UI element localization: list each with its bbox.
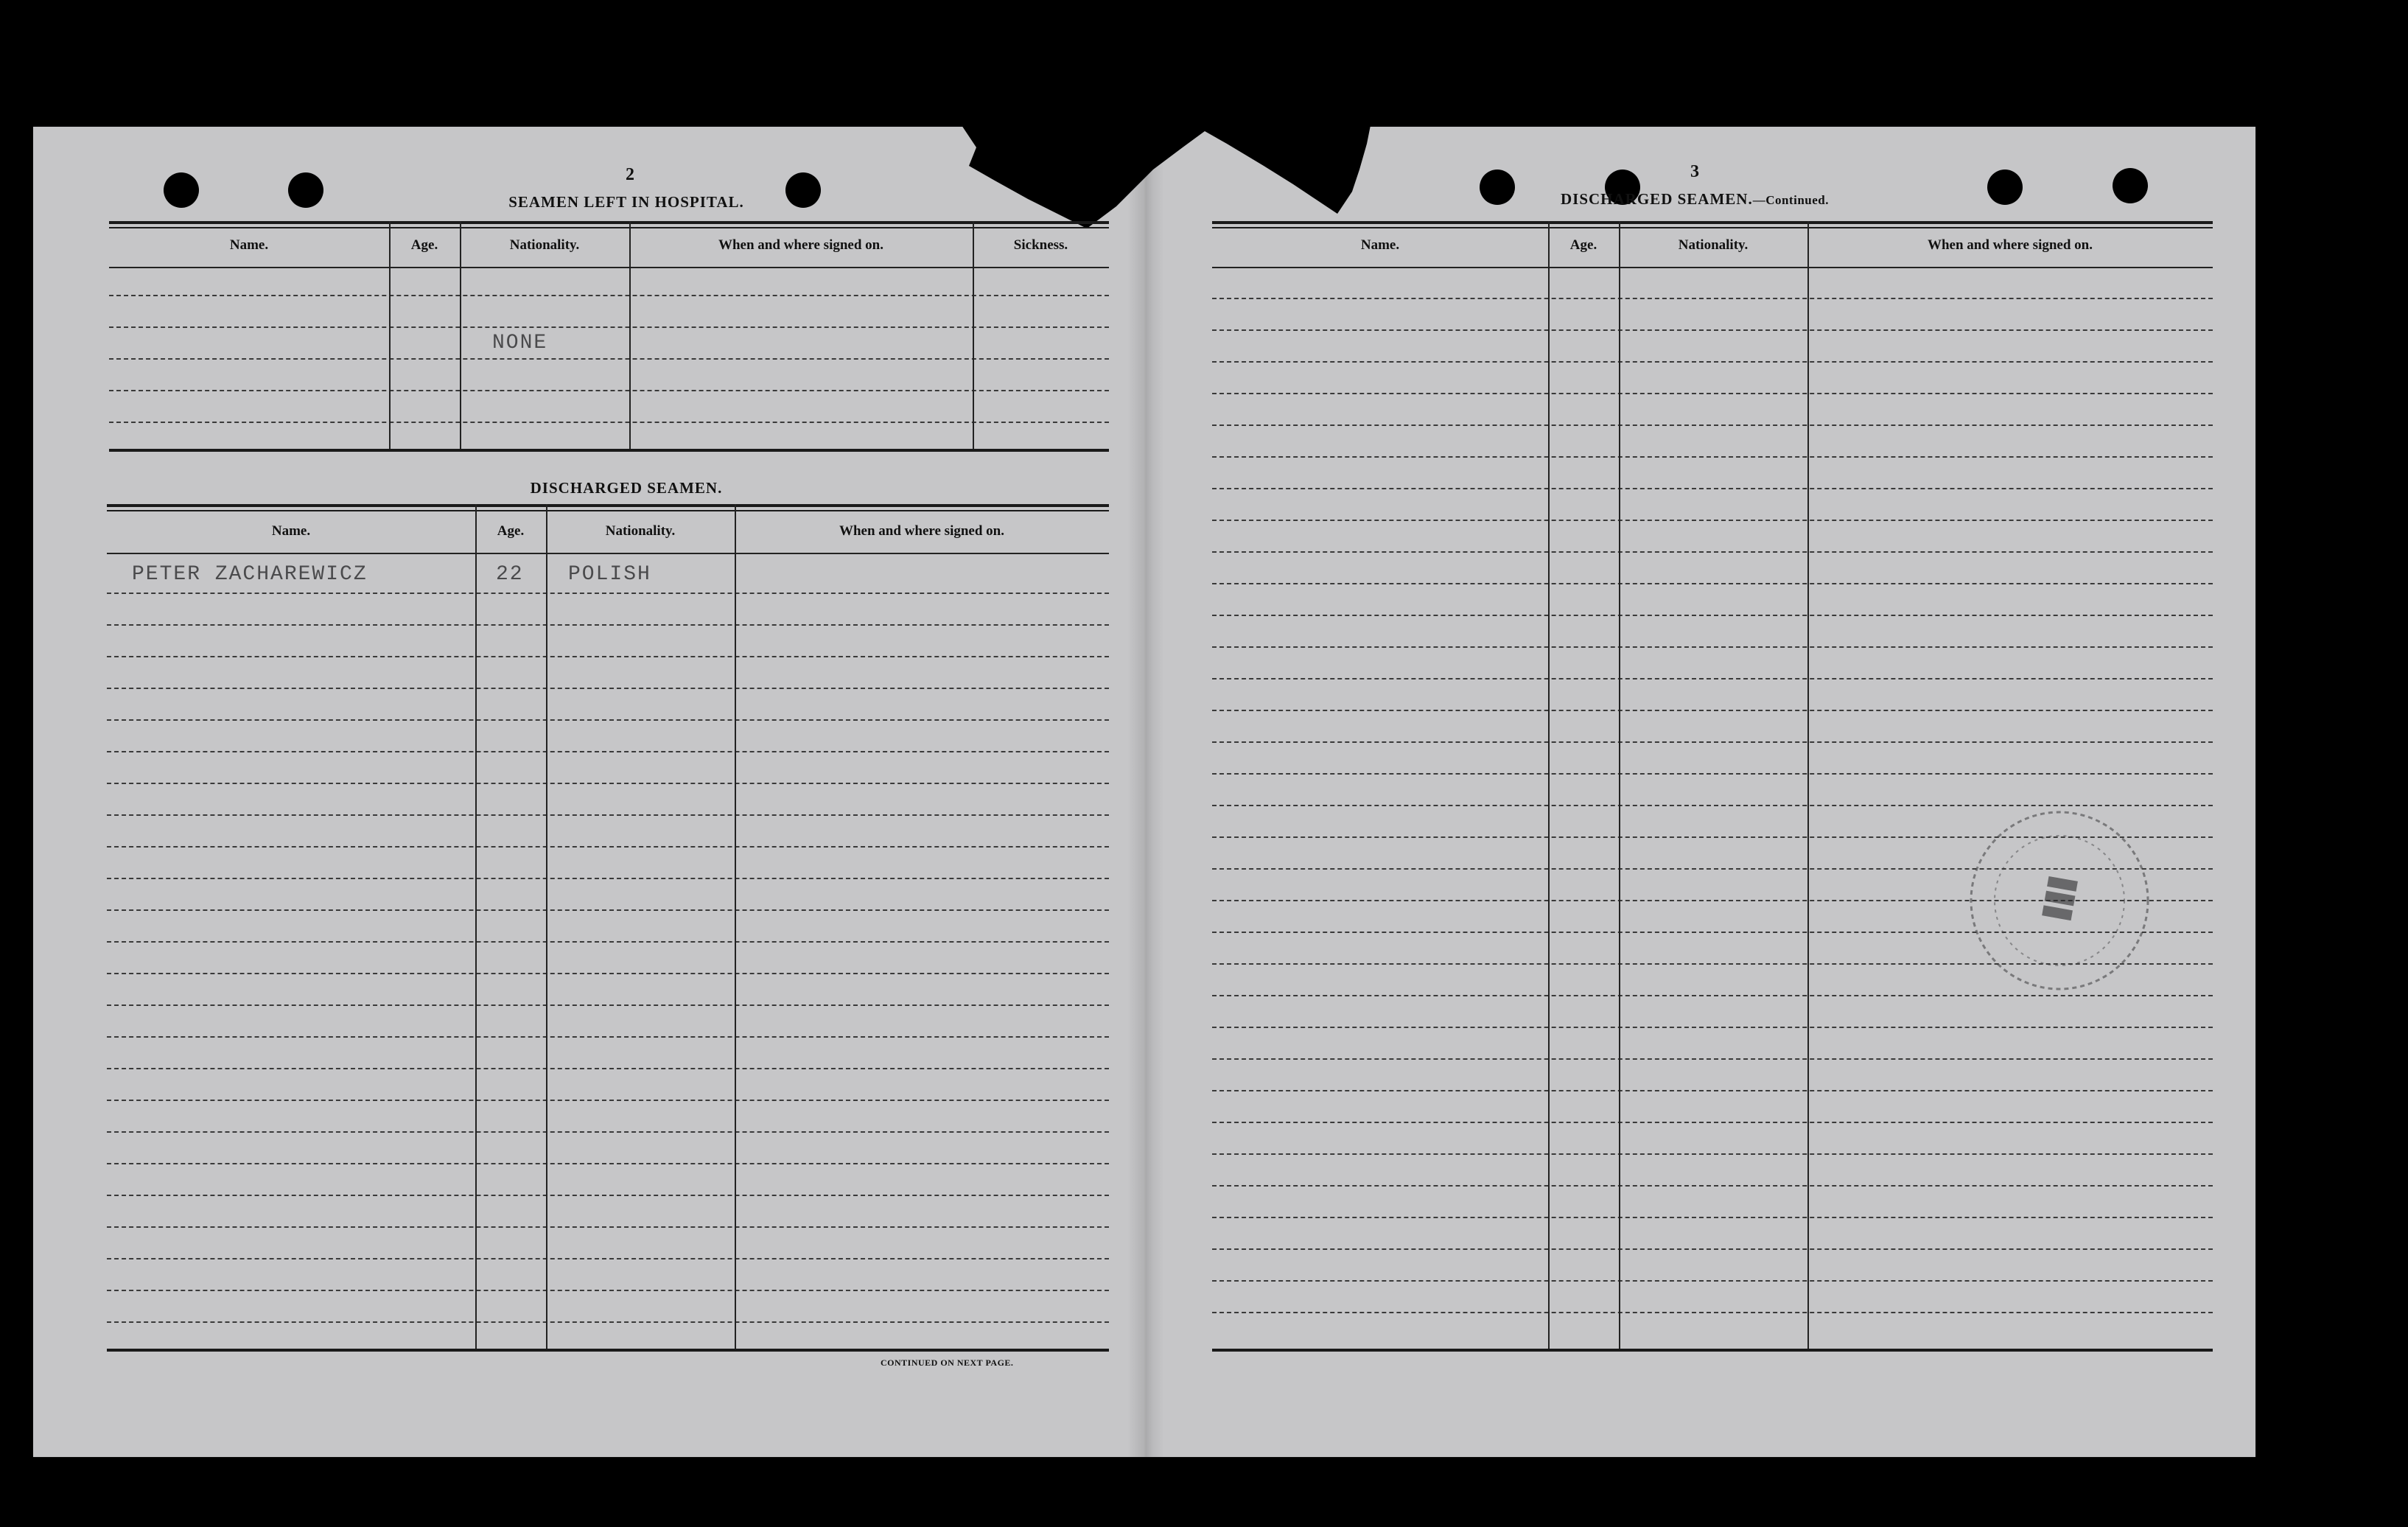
punch-hole (1987, 170, 2023, 205)
punch-hole (164, 172, 199, 208)
hospital-entry-none: NONE (492, 332, 548, 354)
punch-hole (288, 172, 323, 208)
official-stamp (1949, 790, 2170, 1011)
seaman-nationality: POLISH (568, 563, 651, 586)
hospital-section-title: SEAMEN LEFT IN HOSPITAL. (508, 193, 744, 211)
seaman-age: 22 (496, 563, 524, 586)
column-header-age: Age. (497, 523, 525, 539)
page-number: 2 (626, 165, 634, 184)
document-sheet (33, 127, 2255, 1457)
column-header-name: Name. (229, 237, 269, 253)
discharged-table-left (107, 504, 1109, 1359)
column-header-nationality: Nationality. (509, 237, 580, 253)
title-suffix: —Continued. (1752, 193, 1829, 207)
column-header-age: Age. (410, 237, 438, 253)
column-header-nationality: Nationality. (1678, 237, 1749, 253)
continued-footer: CONTINUED ON NEXT PAGE. (881, 1357, 1014, 1368)
page-number: 3 (1690, 162, 1699, 181)
column-header-signed-on: When and where signed on. (1927, 237, 2093, 253)
hospital-table (109, 221, 1109, 464)
discharged-section-title: DISCHARGED SEAMEN. (530, 479, 723, 497)
column-header-signed-on: When and where signed on. (718, 237, 883, 253)
column-header-age: Age. (1569, 237, 1597, 253)
column-header-signed-on: When and where signed on. (839, 523, 1004, 539)
title-text: DISCHARGED SEAMEN. (1561, 190, 1753, 208)
column-header-nationality: Nationality. (605, 523, 676, 539)
column-header-name: Name. (271, 523, 311, 539)
column-header-name: Name. (1360, 237, 1400, 253)
seaman-name: PETER ZACHAREWICZ (132, 563, 368, 586)
column-header-sickness: Sickness. (1013, 237, 1068, 253)
punch-hole (2113, 168, 2148, 203)
discharged-continued-title (1492, 190, 1897, 209)
center-fold (1127, 127, 1164, 1457)
